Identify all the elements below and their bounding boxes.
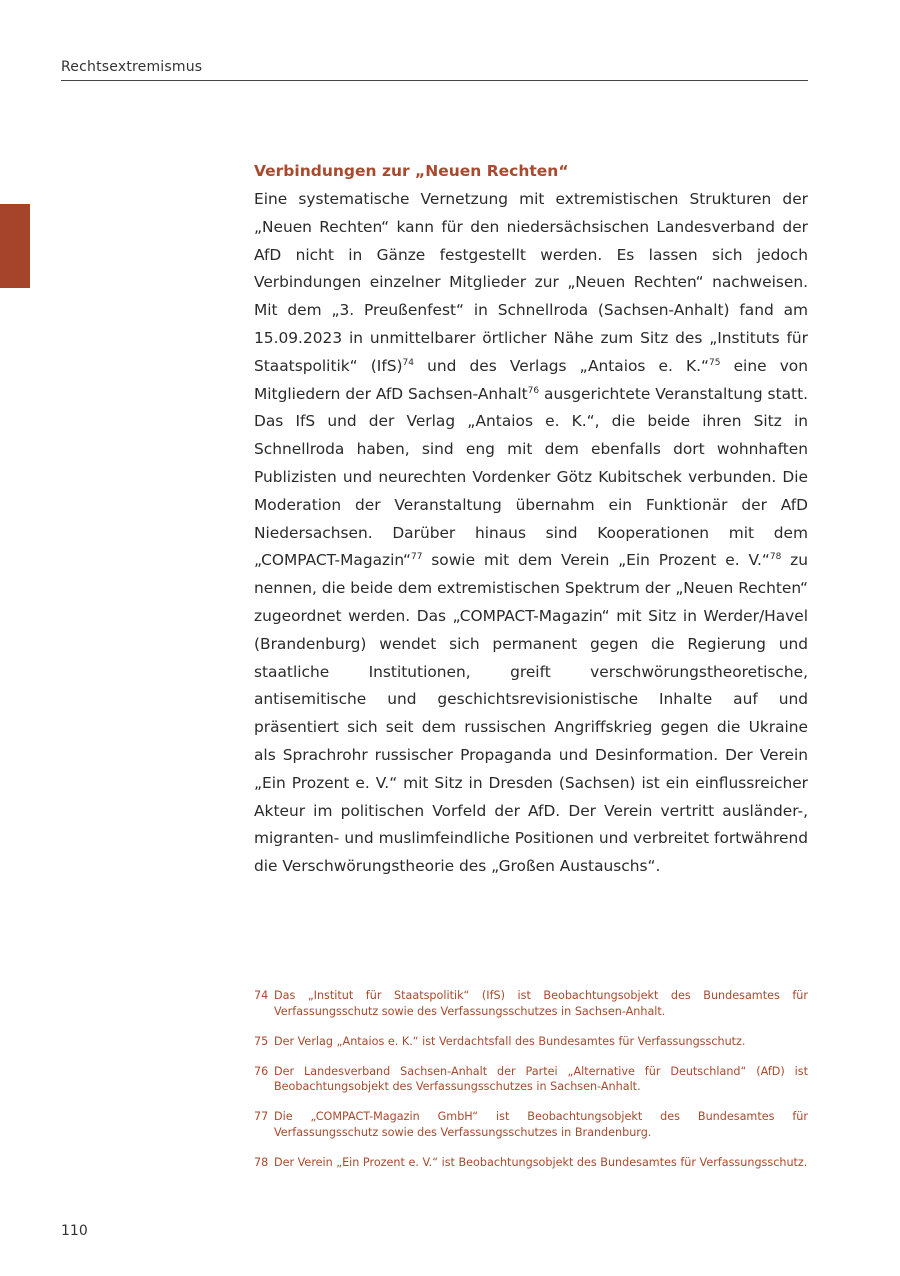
footnote-number: 74 xyxy=(254,989,269,1002)
footnote-text: Der Verein „Ein Prozent e. V.“ ist Beobachtungsobjekt des Bundesamtes für Verfassungsschutz. xyxy=(274,1155,808,1169)
footnote-text: Der Verlag „Antaios e. K.“ ist Verdachtsfall des Bundesamtes für Verfassungsschutz. xyxy=(274,1034,746,1048)
footnote-text: Die „COMPACT-Magazin GmbH“ ist Beobachtungsobjekt des Bundesamtes für Verfassungsschutz sowie des Verfassungsschutzes in Brandenburg. xyxy=(274,1110,808,1139)
footnote-78 xyxy=(254,1155,808,1171)
footnote-number: 76 xyxy=(254,1064,269,1078)
body-text-segment: sowie mit dem Verein „Ein Prozent e. V.“ xyxy=(422,551,770,570)
page-number: 110 xyxy=(61,1223,88,1239)
body-paragraph xyxy=(254,186,808,881)
header-rule xyxy=(61,80,808,81)
body-text-segment: Eine systematische Vernetzung mit extremistischen Strukturen der „Neuen Rechten“ kann für den niedersächsischen Landesverband der AfD nicht in Gänze festgestellt werden. Es lassen sich jedoch Verbindungen einzelner Mitglieder zur „Neuen Rechten“ nachweisen. Mit dem „3. Preußenfest“ in Schnellroda (Sachsen-Anhalt) fand am 15.09.2023 in unmittelbarer örtlicher Nähe zum Sitz des „Instituts für Staatspolitik“ (IfS) xyxy=(254,190,808,375)
footnote-77 xyxy=(254,1109,808,1140)
footnote-ref: 76 xyxy=(527,385,540,396)
body-text-segment: ausgerichtete Veranstaltung statt. Das IfS und der Verlag „Antaios e. K.“, die beide ihren Sitz in Schnellroda haben, sind eng mit dem ebenfalls dort wohnhaften Publizisten und neurechten Vordenker Götz Kubitschek verbunden. Die Moderation der Veranstaltung übernahm ein Funktionär der AfD Niedersachsen. Darüber hinaus sind Kooperationen mit dem „COMPACT-Magazin“ xyxy=(254,384,808,570)
body-text-segment: eine von Mitgliedern der AfD Sachsen-Anhalt xyxy=(254,356,808,403)
main-content xyxy=(254,158,808,881)
body-text-segment: und des Verlags „Antaios e. K.“ xyxy=(413,356,709,375)
body-text-segment: zu nennen, die beide dem extremistischen Spektrum der „Neuen Rechten“ zugeordnet werden. Das „COMPACT-Magazin“ mit Sitz in Werder/Havel (Brandenburg) wendet sich permanent gegen die Regierung und staatliche Institutionen, greift verschwörungstheoretische, antisemitische und geschichtsrevisionistische Inhalte auf und präsentiert sich seit dem russischen Angriffskrieg gegen die Ukraine als Sprachrohr russischer Propaganda und Desinformation. Der Verein „Ein Prozent e. V.“ mit Sitz in Dresden (Sachsen) ist ein einflussreicher Akteur im politischen Vorfeld der AfD. Der Verein vertritt ausländer-, migranten- und muslimfeindliche Positionen und verbreitet fortwährend die Verschwörungstheorie des „Großen Austauschs“. xyxy=(254,551,808,876)
running-header: Rechtsextremismus xyxy=(61,59,203,75)
footnote-75 xyxy=(254,1034,808,1050)
footnote-74 xyxy=(254,988,808,1019)
footnote-ref: 75 xyxy=(709,357,721,368)
footnotes xyxy=(254,988,808,1185)
footnote-text: Der Landesverband Sachsen-Anhalt der Partei „Alternative für Deutschland“ (AfD) ist Beobachtungsobjekt des Verfassungsschutzes in Sachsen-Anhalt. xyxy=(274,1064,808,1093)
footnote-text: Das „Institut für Staatspolitik“ (IfS) ist Beobachtungsobjekt des Bundesamtes für Verfassungsschutz sowie des Verfassungsschutzes in Sachsen-Anhalt. xyxy=(274,989,808,1018)
footnote-number: 77 xyxy=(254,1110,269,1123)
section-heading: Verbindungen zur „Neuen Rechten“ xyxy=(254,162,569,180)
footnote-number: 78 xyxy=(254,1155,269,1169)
footnote-number: 75 xyxy=(254,1034,269,1048)
chapter-side-tab xyxy=(0,204,30,288)
footnote-76 xyxy=(254,1064,808,1095)
footnote-ref: 78 xyxy=(769,552,782,563)
footnote-ref: 74 xyxy=(402,357,414,368)
footnote-ref: 77 xyxy=(411,552,423,563)
